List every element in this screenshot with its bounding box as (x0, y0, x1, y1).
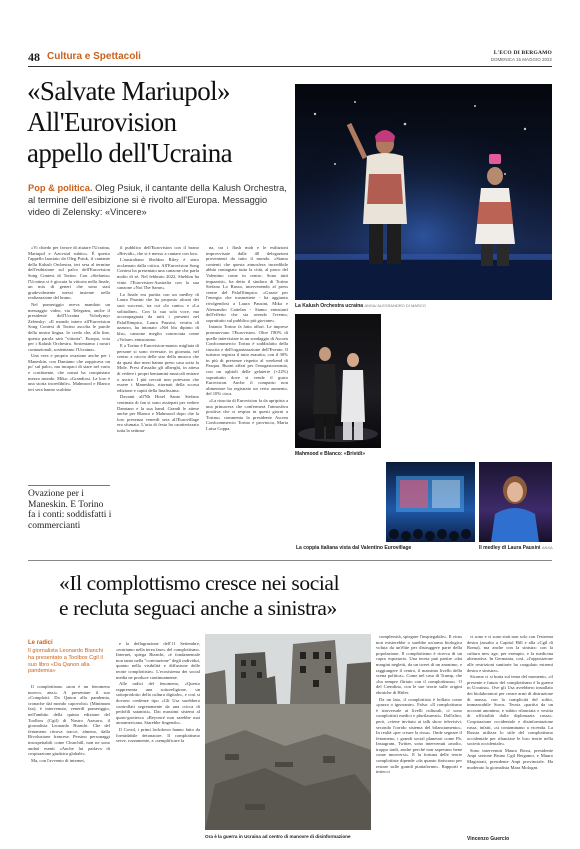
headline-line: appello dell'Ucraina (27, 138, 233, 168)
headline-line: All'Eurovision (27, 107, 177, 137)
story1-pullquote: Ovazione per i Maneskin. E Torino fa i conti: soddisfatti i commercianti (28, 489, 112, 531)
laura-pausini-photo (479, 462, 552, 542)
paragraph: «La riuscita di Eurovision fa da apripista a una primavera che confermerà l'atmosfera positiva che si respira in questi giorni a Torino» commenta la presidente Ascom Confcommercio Torino e provincia, Maria Luisa Coppa. (206, 398, 288, 431)
mahmood-blanco-photo (295, 314, 381, 448)
paragraph: La finale era partita con un medley di Laura Pausini che ha proposto alcuni dei suoi successi, tra cui «Io canto» e «La solitudine». Con la sua sola voce, ma accompagnata da tutti i presenti nel PalaOlimpico, Laura Pausini, vestita di azzurro, ha intonato «Nel blu dipinto di blu», canzone meglio conosciuta come «Volare» entusiasmo. (117, 291, 199, 342)
caption-text: Ora è la guerra in Ucraina ad centro di manovre di disinformazione (205, 834, 351, 839)
duo-photo-caption (295, 451, 365, 457)
kalush-orchestra-photo (295, 84, 552, 300)
paragraph: na, tra i flash mob e le esibizioni improvvisate dalle 40 delegazioni provenienti da tutto il mondo. «Siamo contenti che questa atmosfera incredibile abbia contagiato tutta la città, al parco del Valentino come in centro. Sono tutti impazziti», ha detto il sindaco di Torino Stefano Lo Russo, intervenendo al press centre del PalaOlimpico. «Grazie per l'energia che trasmettete - ha aggiunto rivolgendosi a Laura Pausini, Mika e Alessandro Cattelan - Siamo entusiasti dell'effetto che sta avendo l'evento, soprattutto sul pubblico più giovane». (206, 245, 288, 323)
pausini-photo-caption (479, 545, 553, 551)
headline-line: «Il complottismo cresce nei social (59, 571, 340, 595)
paragraph: Intanto Torino fa fatto affari. Le imprese promuovono l'Eurovision. Oltre l'80% di quelle intervistate in un sondaggio di Ascom Confcommercio Torino è soddisfatto della riuscita e dell'organizzazione dell'Evento. Il turismo registra il tutto esaurito, con il 30% in più di presenze rispetto al weekend di Pasqua. Buoni affari per l'enogastronomia, con un ogbioli delle gelaterie (+22%) soprattutto dove si vende il gusto Eurovision. Anche il comparto non alimentare ha registrato un certo aumento, del 10% circa. (206, 324, 288, 397)
caption-credit: ANSA (541, 545, 553, 550)
paragraph: Alle radici del fenomeno, «Questo rappresenta una sottoreligione, un sottoprodotto della cultura digitale», e così si dovono credenze tipo «Gli Usa sarebbero controllati segretamente da una cricca di pedofili satanisti». Dai massimi sistemi al quasi-grottesco «Beyoncé non sarebbe mai atroamericana. Starebbe fingendo». (116, 681, 200, 726)
story1-column-1 (28, 245, 110, 483)
paragraph: Il Covid, i primi lockdown hanno fatto da formidabile detonatore. Il complottismo serve, rozzamente, a «semplificare la (116, 726, 200, 744)
story2-column-1 (28, 684, 110, 834)
caption-credit: ANSA/ ALESSANDRO DI MARCO (364, 303, 426, 308)
pullquote-rule (28, 485, 110, 486)
story2-summary: Il giornalista Leonardo Bianchi ha presentato a Toolbox Cgil il suo libro «Da Qanon alla pandemia» (28, 648, 103, 675)
story1-headline (27, 76, 289, 169)
story2-column-4 (467, 634, 553, 832)
caption-text: La coppia italiana vista dal Valentino Eurovillage (296, 545, 412, 551)
paragraph: il pubblico dell'Eurovision con il brano «Brividi», che si è messo a cantare con loro. (117, 245, 199, 256)
headline-line: e recluta seguaci anche a sinistra» (59, 596, 337, 620)
pausini-illustration (479, 462, 552, 542)
paragraph: E a Torino è Eurovision-mania: migliaia di persone si sono riversate, in giornata, nel centro a caccia delle star della musica che da quasi due mesi hanno preso casa sotto la Mole. Presi d'assalto gli alberghi, in attesa di vedere i propri beniamini musicali entrare o uscire. I più cercati non potevano che essere i Maneskin, ritornati della scorsa edizione e capiti della finalissima. (117, 343, 199, 393)
page-header (28, 50, 552, 64)
paragraph: Nel pomeriggio aveva mandato un messaggio video, via Telegram, anche il presidente dell'Ucraina Volodymyr Zelensky: «Il mondo intero all'Eurovision Song Contest di Torino ascolta le parole della nostra lingua. Io credo che, alla fine, questa parola sarà "vittoria". Europa, vota per i Kalush Orchestra. Sosteniamo i nostri connazionali, sosteniamo l'Ucraina». (28, 301, 110, 352)
section-name: Cultura e Spettacoli (47, 51, 141, 62)
story-separator (28, 560, 552, 561)
paragraph: Una vera e propria ovazione anche per i Maneskin, con Damiano che zoppicava un po' sul palco, ma incapaci di stare nel vario e costituente, che ormai ha conquistato mezzo mondo. Mika: «Grandiosi. La loro è una storia incredibile». Mahmood e Blanco ieri sera hanno scaldato (28, 353, 110, 392)
header-rule (28, 66, 552, 67)
caption-text: La Kalush Orchestra ucraina (295, 303, 364, 309)
paragraph: ci sono e ci sono stati non solo con l'estrema destra (assalto a Capitol Hill e alla «Cgil di Roma), ma anche con la sinistra: con la cultura new age, per esempio, e la medicina alternativa. In Germania, così, «l'opposizione alle restrizioni sanitarie ha coagulato estremi destra e sinistra». (467, 634, 553, 673)
paragraph: «Vi chiedo per favore di aiutare l'Ucraina, Mariupol e Azovstal subito». È questo l'appello lanciato da Oleg Psiuk, il cantante della Kalush Orchestra, ieri sera al termine dell'esibizione sul palco dell'Eurovision Song Contest di Torino. Con «Stefania» l'Ucraina si è giocata la vittoria nella finale, un mix di generi che sono stati gradevolmente messi insieme nella realizzazione del brano. (28, 245, 110, 301)
caption-text: Il medley di Laura Pausini (479, 545, 541, 551)
paragraph: complessità, spiegare l'inspiegabile». Il virus non esisterebbe o sarebbe un'arma biologica voluta da un'élite per distruggere parte della popolazione. Il complottismo è ricerca di un capro espiatorio. Una teoria può partire «dai margini negletti, da un tweet di un anonimo, e raggiungere il centro, il massimo livello della scena politica». Come nel caso di Trump, che «ha sempre flirtato con il complottismo». O del Cremlino, con le sue teorie sulle origini ebraiche di Hitler. (376, 634, 462, 695)
war-photo-caption (205, 834, 351, 839)
paragraph: L'australiano Sheldon Riley è stato acclamato dalla critica. All'Eurovision Song Contest ha presentato una canzone che parla molto di sé. Nel febbraio 2022, Sheldon ha vinto l'Eurovision-Australia con la sua canzone «Not The Same». (117, 257, 199, 291)
paragraph: Sicome ci si butta sul tema del momento, «il presente e futuro del complottismo è la guerra in Ucraina». Ove gli Usa avrebbero installato dei biolaboratori per creare armi di distruzione di massa, con la complicità del solito, immancabile Soros. Teoria «partita da un account anonimo, e subito rilanciata e vestita di ufficialità dalla diplomazia russa». Cospirazione occidentale e disinformazione russa, infatti, «si contaminano a vicenda. La Russia utilizza lo stile del complottismo occidentale per rilanciare le loro teorie nella società occidentale». (467, 674, 553, 747)
stage-illustration (295, 84, 552, 300)
eurovillage-illustration (386, 462, 475, 542)
story2-author: Vincenzo Guercio (467, 836, 510, 842)
paragraph: Davanti all'Nh Hotel Santo Stefano centinaia di fan si sono assiepati per vedere Damiano e la sua band. Grandi le attese anche per Blanco e Mahmood dopo che la loro presenza venerdì sera all'Eurovillage era sfumata. L'aria di festa ha caratterizzato tutta la settima- (117, 394, 199, 433)
story1-column-3 (206, 245, 288, 540)
masthead: L'ECO DI BERGAMO (493, 50, 552, 56)
paragraph: Da un lato, il complottista è bollato come «pazzo o ignorante». Falso: «Il complottismo è trasversale ai livelli culturali, ci sono complottisti medici e plurilaureati». Dall'altro, però, «viene invitato ai talk show televisivi, secondo l'orrido sistema del bilanciamento». In realtà «per creare la rissa». Onde segnare il fenomeno, i grandi social planetari come Fb, Instagram, Twitter, sono intervenuti «molto, troppo tardi, anche perché non sapevano bene come muoversi». E la fortuna delle teorie complottiste dipende «da quanto finiscono per restare sulle grandi piattaforme». Rapporti e intrecci (376, 696, 462, 775)
duo-illustration (295, 314, 381, 448)
story2-column-3 (376, 634, 462, 844)
story2-headline (59, 571, 539, 621)
lead-kicker: Pop & politica. (28, 183, 93, 193)
story1-column-2 (117, 245, 199, 540)
story1-lead (28, 182, 288, 218)
paragraph: e la deflagrazione dell'11 Settembre, «entriamo nella terza fase» del complottismo. Internet, spiega Bianchi, «è fondamentale non tanto nella "convinzione" degli individui, quanto nella visibilità e diffusione delle teorie complottiste». L'ecosistema dei social media ne produce continuamente. (116, 641, 200, 680)
kalush-photo-caption (295, 303, 426, 309)
paragraph: Sono intervenuti Mauro Rossi, presidente Anpi sezione Bruno Cgil Bergamo, e Mauro Magistrati, presidente Anpi provinciale. Ha moderato la giornalista Mara Mologni. (467, 747, 553, 770)
village-photo-caption (296, 545, 411, 551)
war-ruins-photo (205, 634, 371, 830)
headline-line: «Salvate Mariupol» (27, 76, 230, 106)
issue-date: DOMENICA 15 MAGGIO 2022 (490, 57, 552, 62)
paragraph: Ma, con l'avvento di internet, (31, 757, 85, 763)
eurovillage-photo (386, 462, 475, 542)
lead-text: Oleg Psiuk, il cantante della Kalush Orchestra, al termine dell'esibizione si è rivolto all'Europa. Messaggio video di Zelensky: «Vincere» (28, 183, 287, 217)
story2-kicker: Le radici (28, 640, 53, 646)
page-number: 48 (28, 50, 40, 64)
ruins-illustration (205, 634, 371, 830)
caption-text: Mahmood e Blanco: «Brividi» (295, 451, 366, 457)
story2-column-2 (116, 641, 200, 835)
paragraph: Il complottismo «non è un fenomeno nuovo» anzi». A presentare il suo «Complotti. Da Qanon alla pandemia, cronache dal mondo capovolto» (Minimum fax), è intervenuto, venerdì pomeriggio, nell'ambito della quinta edizione del Toolbox (Cgil) di Nastro Azzurro, il giornalista Leonardo Bianchi. Che del fenomeno ritrova tracce, almeno, dalla Rivoluzione francese. Persino personaggi insospettabili come Churchill, non ne sono andati esenti «Anche lui parlava di cospirazione giudaica globale». (28, 684, 110, 757)
